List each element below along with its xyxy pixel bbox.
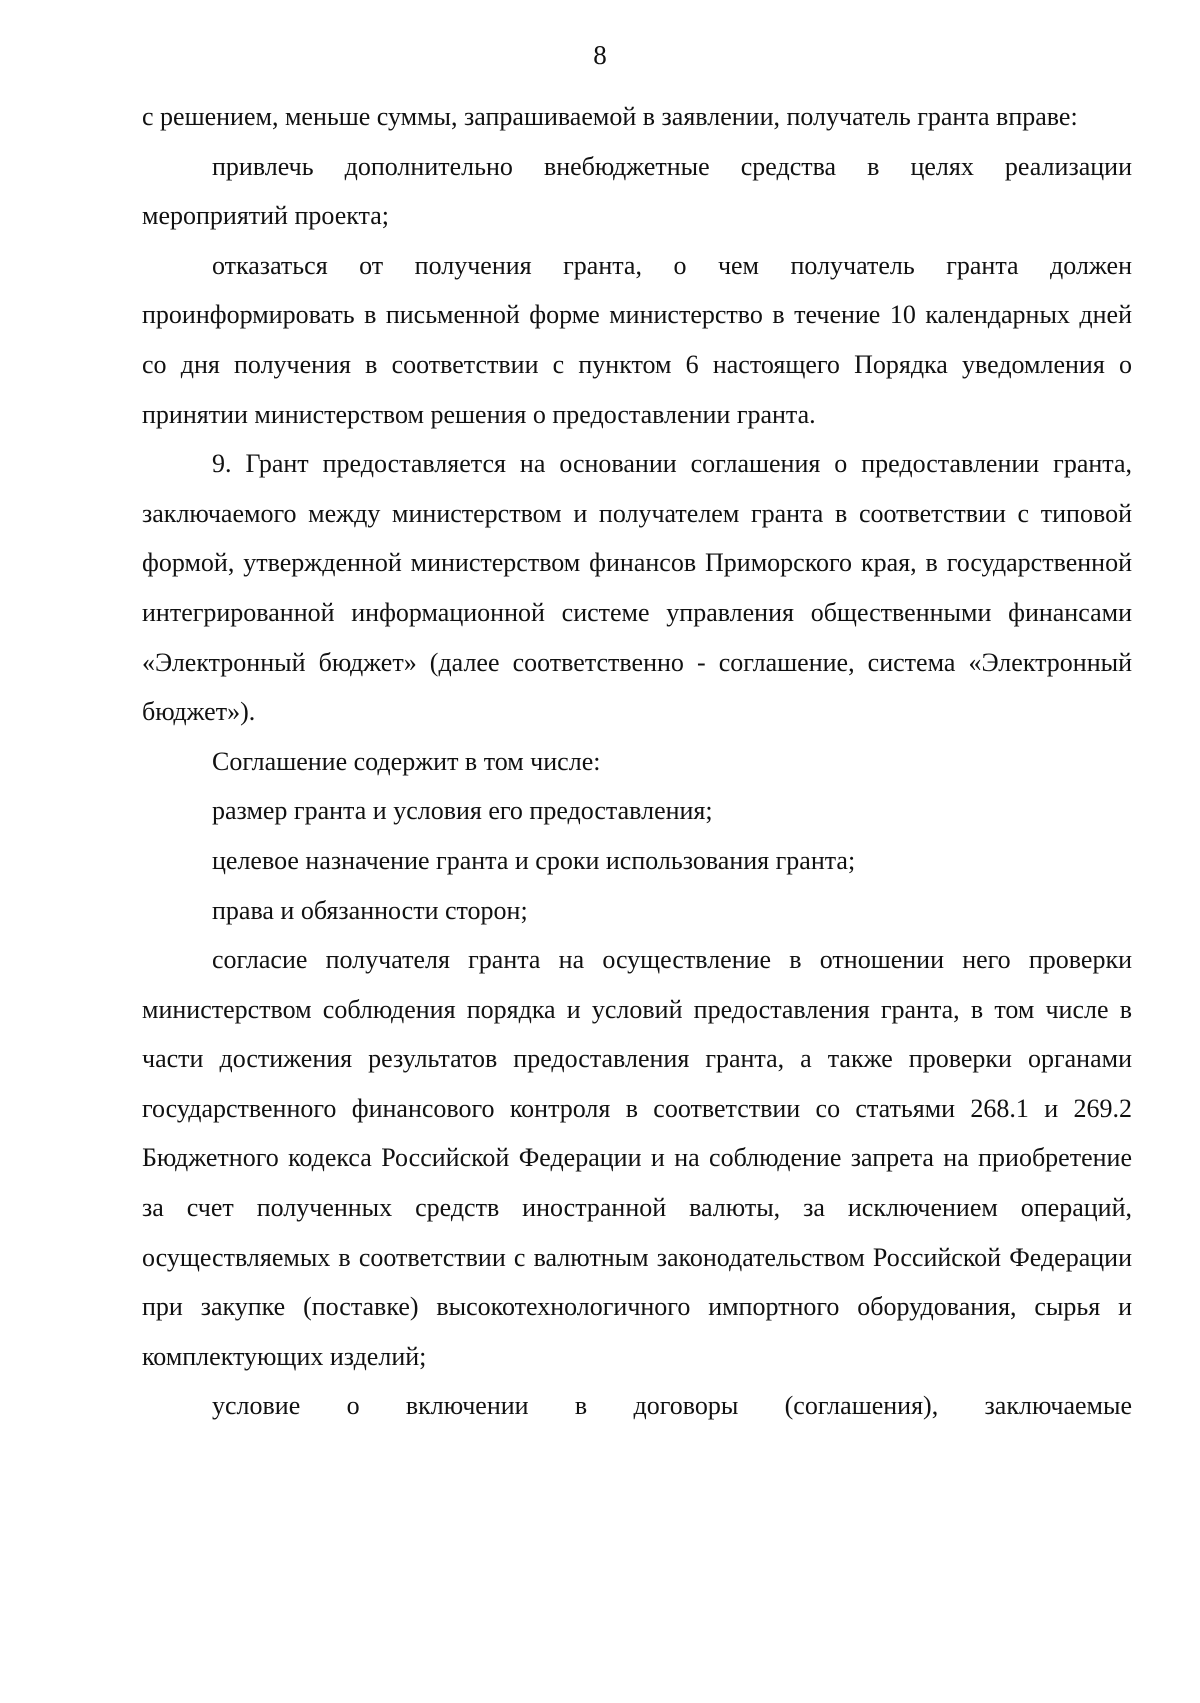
- list-item-grant-size: размер гранта и условия его предоставления;: [212, 796, 713, 826]
- list-item-inspection-consent: согласие получателя гранта на осуществление в отношении него проверки министерством соблюдения порядка и условий предоставления гранта, в том числе в части достижения результатов предоставления гранта, а также проверки органами государственного финансового контроля в соответствии со статьями 268.1 и 269.2 Бюджетного кодекса Российской Федерации и на соблюдение запрета на приобретение за счет полученных средств иностранной валюты, за исключением операций, осуществляемых в соответствии с валютным законодательством Российской Федерации при закупке (поставке) высокотехнологичного импортного оборудования, сырья и комплектующих изделий;: [142, 945, 1132, 1371]
- paragraph-clause-9: 9. Грант предоставляется на основании соглашения о предоставлении гранта, заключаемого между министерством и получателем гранта в соответствии с типовой формой, утвержденной министерством финансов Приморского края, в государственной интегрированной информационной системе управления общественными финансами «Электронный бюджет» (далее соответственно - соглашение, система «Электронный бюджет»).: [142, 449, 1132, 727]
- document-body: [142, 92, 1132, 1431]
- list-item-rights-obligations: права и обязанности сторон;: [212, 895, 528, 925]
- paragraph-continuation: с решением, меньше суммы, запрашиваемой в заявлении, получатель гранта вправе:: [142, 102, 1078, 131]
- list-item-contract-condition: условие о включении в договоры (соглашения), заключаемые: [212, 1391, 1132, 1421]
- page-number: 8: [593, 40, 607, 70]
- paragraph-option-extra-funds: привлечь дополнительно внебюджетные средства в целях реализации мероприятий проекта;: [142, 151, 1132, 231]
- paragraph-option-refuse-grant: отказаться от получения гранта, о чем получатель гранта должен проинформировать в письменной форме министерство в течение 10 календарных дней со дня получения в соответствии с пунктом 6 настоящего Порядка уведомления о принятии министерством решения о предоставлении гранта.: [142, 250, 1132, 429]
- list-item-grant-purpose: целевое назначение гранта и сроки использования гранта;: [212, 845, 856, 875]
- paragraph-agreement-contains: Соглашение содержит в том числе:: [212, 746, 601, 776]
